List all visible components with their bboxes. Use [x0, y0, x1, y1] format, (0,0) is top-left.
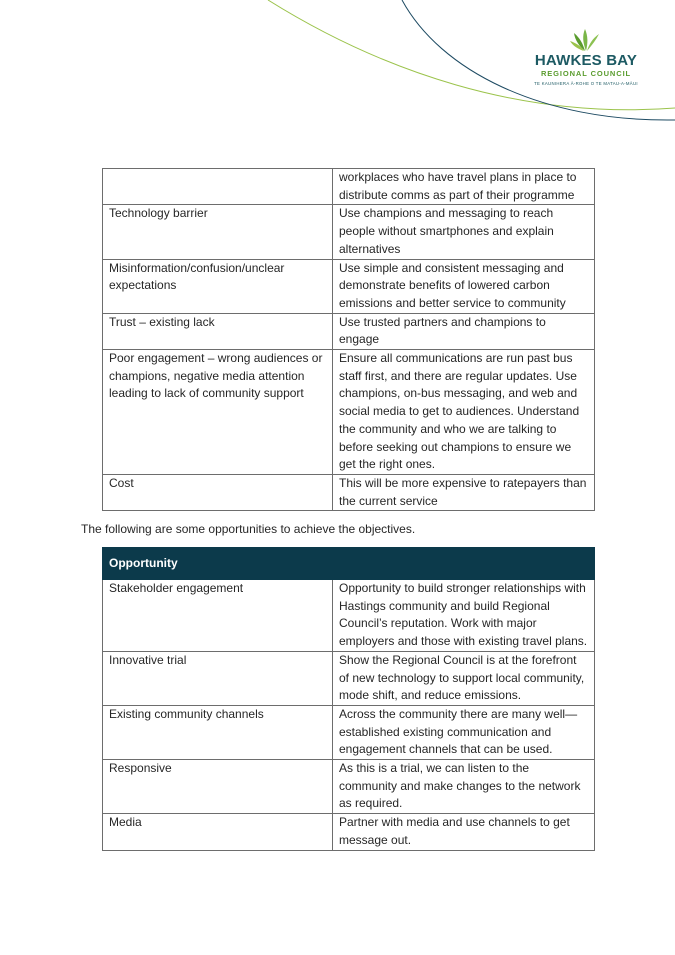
opportunity-cell: Innovative trial — [103, 651, 333, 705]
table-row — [103, 814, 595, 850]
description-cell: Show the Regional Council is at the forefront of new technology to support local community, mode shift, and reduce emissions. — [333, 651, 595, 705]
table-row — [103, 350, 595, 475]
description-cell: Opportunity to build stronger relationships with Hastings community and build Regional Council’s reputation. Work with major employers and those with existing travel plans. — [333, 580, 595, 652]
hbrc-logo — [522, 28, 650, 87]
logo-subtitle: REGIONAL COUNCIL — [540, 69, 632, 78]
table-row — [103, 474, 595, 510]
mitigation-cell: Ensure all communications are run past bus staff first, and there are regular updates. Use champions, on-bus messaging, and web and social media to get to audiences. Understand the community and who we are talking to before seeking out champions to ensure we get the right ones. — [333, 350, 595, 475]
opportunity-cell: Stakeholder engagement — [103, 580, 333, 652]
risk-cell — [103, 169, 333, 205]
risk-cell: Misinformation/confusion/unclear expectations — [103, 259, 333, 313]
opportunity-cell: Existing community channels — [103, 705, 333, 759]
table-row — [103, 760, 595, 814]
leaf-icon — [569, 28, 603, 52]
mitigation-cell: Use trusted partners and champions to engage — [333, 313, 595, 349]
table-row — [103, 705, 595, 759]
mitigation-cell: workplaces who have travel plans in place to distribute comms as part of their programme — [333, 169, 595, 205]
table-row — [103, 651, 595, 705]
risk-cell: Cost — [103, 474, 333, 510]
risk-cell: Poor engagement – wrong audiences or champions, negative media attention leading to lack of community support — [103, 350, 333, 475]
opportunity-table — [102, 547, 595, 851]
description-cell: Partner with media and use channels to get message out. — [333, 814, 595, 850]
mitigation-cell: This will be more expensive to ratepayers than the current service — [333, 474, 595, 510]
table-row — [103, 169, 595, 205]
column-header-opportunity: Opportunity — [103, 548, 333, 580]
risk-mitigation-table — [102, 168, 595, 511]
risk-cell: Trust – existing lack — [103, 313, 333, 349]
table-row — [103, 205, 595, 259]
table-row — [103, 580, 595, 652]
table-row — [103, 259, 595, 313]
description-cell: Across the community there are many well—established existing communication and engagement channels that can be used. — [333, 705, 595, 759]
column-header-blank — [333, 548, 595, 580]
table-header-row — [103, 548, 595, 580]
mitigation-cell: Use champions and messaging to reach people without smartphones and explain alternatives — [333, 205, 595, 259]
risk-cell: Technology barrier — [103, 205, 333, 259]
opportunity-cell: Responsive — [103, 760, 333, 814]
logo-maori-text: TE KAUNIHERA Ā-ROHE O TE MATAU-A-MĀUI — [534, 81, 638, 86]
mitigation-cell: Use simple and consistent messaging and demonstrate benefits of lowered carbon emissions and better service to community — [333, 259, 595, 313]
logo-title: HAWKES BAY — [534, 52, 638, 69]
description-cell: As this is a trial, we can listen to the community and make changes to the network as required. — [333, 760, 595, 814]
opportunities-intro: The following are some opportunities to achieve the objectives. — [81, 522, 416, 536]
opportunity-cell: Media — [103, 814, 333, 850]
table-row — [103, 313, 595, 349]
